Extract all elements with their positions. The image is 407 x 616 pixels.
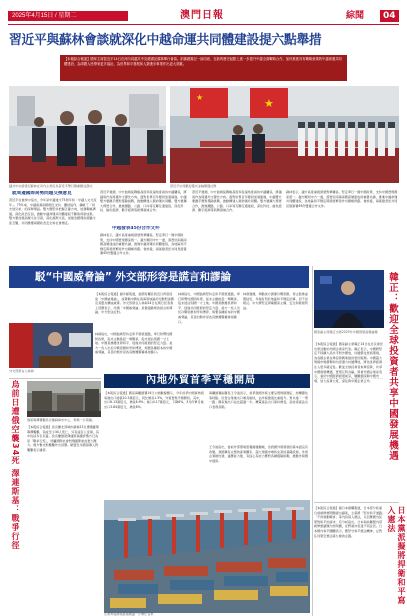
lead-photo-caption-right: 習近平出席歡迎儀式並檢閱儀仗隊 [170, 184, 217, 188]
lead-subhead-1: 就周邊國際局勢問題交換意見 [12, 191, 72, 196]
spokesperson-photo [9, 323, 93, 368]
lead-photo-left [9, 86, 166, 183]
lead-summary: 【本報綜合報道】國家主席習近平14日在河內同越共中央總書記蘇林舉行會談。兩黨總書記一致同意，在新的歷史起點上進一步提升中越全面戰略合作，加快推進具有戰略意義的中越命運共同體建設，為兩國人民帶來更多福祉，為世界和平發展和人類進步事業作出更大貢獻。 [64, 57, 342, 66]
section-name: 綜聞 [346, 11, 365, 21]
lead-photo-left-image [9, 86, 166, 183]
port-caption: 山東青島港集裝箱碼頭一片繁忙景象 [104, 612, 154, 616]
right-column-divider [312, 266, 313, 616]
right-photo-image [314, 270, 384, 328]
trade-headline-bar [104, 374, 310, 388]
middle-body-1b: 林劍指出，中國始終堅持走和平發展道路，奉行防禦性國防政策，從未主動挑起一場戰爭，從未侵佔別國一寸土地。中國是維護世界和平、促進共同發展的堅定力量。美方一些人出於冷戰思維和零和博弈，炮製各種版本的中國威脅論，其目的無非是為其維護霸權尋找藉口。 [95, 332, 173, 355]
ukraine-headline: 烏前日遭俄空襲34死 澤連斯基：戰爭行徑 [11, 380, 20, 550]
lead-summary-box [60, 55, 347, 81]
svg-text:★: ★ [264, 97, 274, 110]
lead-photo-caption-left: 越共中央總書記蘇林在河內主席府為習近平舉行隆重歡迎儀式 [9, 184, 93, 188]
spokesperson-image [9, 323, 93, 368]
right-body: 【本報綜合報道】國家副主席韓正14日在北京會見出席活動的外國企業家代表。韓正表示，中國將堅定不移擴大高水平對外開放，持續優化營商環境，為各國企業在華投資興業提供更好服務。中國超大規模市場優勢和內需潛力持續釋放，將為世界經濟注入更多確定性。歡迎全球投資者來華投資，共享中國發展機遇，實現互利共贏。與會外國企業家表示，看好中國經濟發展前景，願繼續深耕中國市場，加大投資力度，深化與中國企業合作。 [314, 342, 383, 383]
page-number: 04 [383, 11, 396, 21]
lead-photo-right [170, 86, 399, 183]
left-mini-divider [9, 378, 101, 379]
lead-body-1: 習近平在會談中指出，今年是中越建交75周年和「中越人文交流年」。75年來，中越兩黨兩國相互支持、團結協作，鑄就了「同志加兄弟」的深厚情誼。雙方應堅持把握正確方向，加強戰略溝通，深化政治互信，推動中越命運共同體建設不斷取得新成果。雙方要加強高層交往引領，深化黨際交流，加強治國理政經驗交流互鑒，共同維護兩國政治安全和社會穩定。 [9, 198, 97, 225]
port-image [104, 500, 310, 613]
japan-headline: 日本黨派擬將捍衛和平寫入憲法 [387, 506, 406, 605]
ukraine-caption: 俄軍導彈襲擊烏克蘭蘇梅市中心，現場一片狼藉。 [27, 418, 96, 422]
lead-body-4: 蘇林表示，越方高度重視發展對華關係，堅定奉行一個中國政策，支持中國實現國家統一。越方願同中方一道，落實好兩黨兩國高層達成的重要共識，推進中越命運共同體建設，為地區和平穩定與發展繁榮作出積極貢獻。會談後，兩黨總書記共同見證簽署45份雙邊合作文件。 [286, 190, 398, 208]
middle-headline: 駁“中國威脅論” 外交部形容是謊言和謬論 [35, 271, 231, 283]
lead-body-3: 習近平強調，中方始終從戰略高度和長遠角度看待中越關係，將越南作為周邊外交優先方向。面對世界百年變局加速演進，中越雙方要攜手應對風險挑戰，推動構建人類命運共同體。雙方要擴大務實合作，推進鐵路、公路、口岸等互聯互通建設，深化科技、綠色經濟、數字經濟等新興領域合作。 [192, 190, 282, 213]
masthead: 澳門日報 [180, 10, 224, 21]
middle-body-3: 林劍強調，奉勸美方摒棄冷戰思維，停止散佈虛假信息，多做有利於地區和平穩定的事，而不是相反。中方將堅定捍衛國家主權、安全和發展利益。 [243, 292, 308, 310]
page-header [8, 9, 399, 25]
trade-body-3: 王令浚指出，當前外部環境更趨複雜嚴峻，但我國外貿發展的基本面沒有改變。我國擁有完整的產業體系、超大規模市場和完善的基礎設施，外貿企業韌性強、適應能力強，有信心有能力應對各種風險挑戰，推動外貿穩中提質。 [209, 445, 308, 463]
trade-body-1: 【本報綜合報道】國家海關總署14日公佈數據顯示，今年首季中國貨物貿易進出口總值10.3萬億元，同比增長1.3%，外貿實現平穩開局。其中，出口6.13萬億元，增長6.9%；進口4.17萬億元，下降6%。3月份單月進出口3.84萬億元，增長6%。 [104, 391, 204, 409]
middle-body-2: 林劍指出，中國始終堅持走和平發展道路，奉行防禦性國防政策，從未主動挑起一場戰爭，從未侵佔別國一寸土地。中國是維護世界和平、促進共同發展的堅定力量。美方一些人出於冷戰思維和零和博弈，炮製各種版本的中國威脅論，其目的無非是為其維護霸權尋找藉口。 [178, 292, 240, 324]
right-body-more [314, 378, 384, 379]
lead-subhead-2: 中越發表45份合作文件 [112, 226, 160, 231]
header-date-bar [8, 11, 128, 21]
issue-date: 2025年4月15日 / 星期二 [12, 13, 77, 19]
trade-body-2: 海關總署副署長王令浚表示，首季我國外貿主要呈現規模穩定、結構優化等特點。民營企業進出口增長較快，佔外貿總值比重提升。對共建「一帶一路」國家進出口佔比超過一半。機電產品出口保持增長，高技術產品出口表現亮眼。 [209, 391, 308, 409]
ukraine-body: 【本報綜合報道】烏克蘭北部城市蘇梅13日遭俄羅斯導彈襲擊，造成至少34人死亡，另有逾百人受傷，其中包括多名兒童。烏克蘭總統澤連斯基譴責俄方行為是「戰爭行徑」，呼籲國際社會對俄羅斯施加更大壓力。俄方暫未對襲擊作出回應。歐盟及多國領導人對襲擊表示譴責。 [27, 425, 99, 452]
lead-headline: 習近平與蘇林會談就深化中越命運共同體建設提六點舉措 [9, 33, 322, 48]
trade-headline: 內地外貿首季平穩開局 [146, 375, 256, 386]
lead-body-2b: 蘇林表示，越方高度重視發展對華關係，堅定奉行一個中國政策，支持中國實現國家統一。越方願同中方一道，落實好兩黨兩國高層達成的重要共識，推進中越命運共同體建設，為地區和平穩定與發展繁榮作出積極貢獻。會談後，兩黨總書記共同見證簽署45份雙邊合作文件。 [100, 233, 187, 256]
page-number-box [380, 10, 399, 22]
right-headline: 韓正：歡迎全球投資者共享中國發展機遇 [387, 272, 398, 461]
header-rule [8, 24, 399, 25]
right-photo-caption: 國家副主席韓正出席2025年中國發展高層論壇 [314, 330, 378, 334]
middle-body-1: 【本報綜合報道】據外媒報道，美國有關官員近日再度渲染「中國威脅論」，並聲稱中國在南海等地區的行動對美國及其盟友構成威脅。外交部發言人林劍14日在例行記者會上回應表示，所謂「中國威脅論」是徹頭徹尾的謊言和謬論，中方堅決反對。 [95, 292, 174, 315]
right-photo [314, 270, 384, 328]
right-lower-divider [314, 502, 399, 503]
ukraine-image [27, 381, 101, 417]
lead-body-2: 習近平強調，中方始終從戰略高度和長遠角度看待中越關係，將越南作為周邊外交優先方向。面對世界百年變局加速演進，中越雙方要攜手應對風險挑戰，推動構建人類命運共同體。雙方要擴大務實合作，推進鐵路、公路、口岸等互聯互通建設，深化科技、綠色經濟、數字經濟等新興領域合作。 [100, 190, 187, 213]
middle-headline-bar [9, 266, 309, 288]
ukraine-photo [27, 381, 101, 417]
lead-photo-right-image [170, 86, 399, 183]
svg-text:★: ★ [196, 93, 204, 102]
spokesperson-caption: 外交部發言人林劍 [9, 369, 34, 373]
japan-body: 【本報綜合報道】據日本媒體報道，日本部分政黨日前就修憲問題提出議案，主張將「堅持和平道路」「不再發動戰爭」等內容寫入憲法，以回應國內民眾對和平的訴求。有分析指出，日本執政聯盟內部就修憲議題分歧明顯，在野黨亦表達不同意見。日本國內和平團體表示，應堅守和平憲法精神，反對任何架空憲法第九條的企圖。 [314, 506, 384, 538]
port-photo [104, 500, 310, 613]
